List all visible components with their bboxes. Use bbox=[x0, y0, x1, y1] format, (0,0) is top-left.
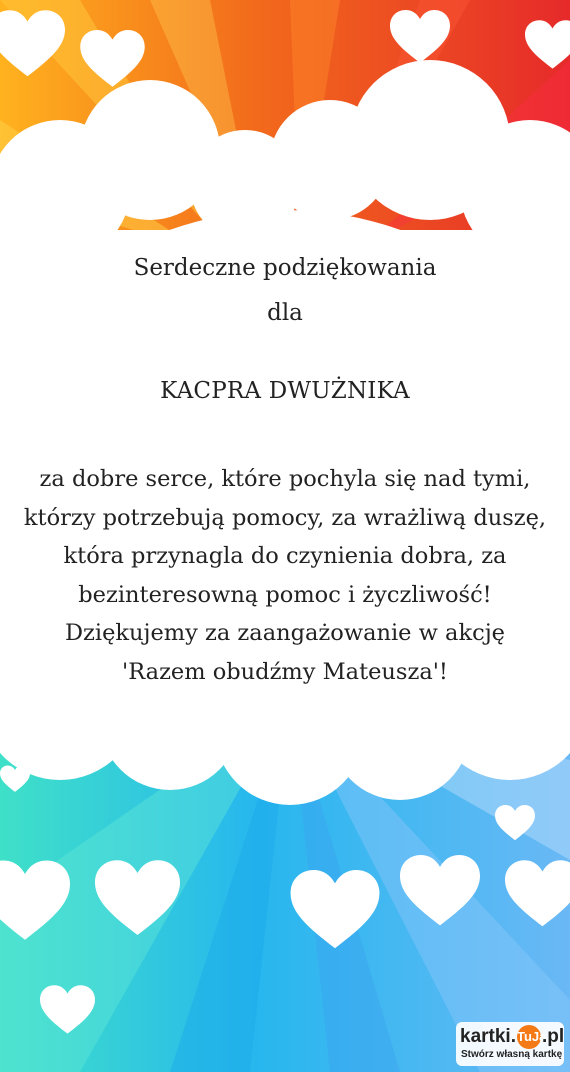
message-line: którzy potrzebują pomocy, za wrażliwą duszę, bbox=[23, 504, 547, 531]
message-line: za dobre serce, które pochyla się nad tymi, bbox=[39, 466, 531, 492]
logo-tagline: Stwórz własną kartkę bbox=[461, 1049, 563, 1060]
greeting-for: dla bbox=[267, 300, 303, 326]
recipient-name: KACPRA DWUŻNIKA bbox=[160, 378, 410, 404]
message-line: bezinteresowną pomoc i życzliwość! bbox=[78, 581, 492, 608]
message-body bbox=[0, 460, 570, 691]
message-line: 'Razem obudźmy Mateusza'! bbox=[122, 658, 448, 685]
logo-brand: kartki.TuJa.pl bbox=[460, 1026, 565, 1048]
white-cloud-shape bbox=[0, 60, 570, 805]
greeting-title: Serdeczne podziękowania bbox=[133, 255, 437, 281]
logo-badge: TuJa bbox=[517, 1025, 541, 1049]
message-line: Dziękujemy za zaangażowanie w akcję bbox=[64, 620, 505, 646]
message-line: która przynagla do czynienia dobra, za bbox=[63, 543, 507, 569]
kartki-logo[interactable] bbox=[456, 1022, 564, 1066]
